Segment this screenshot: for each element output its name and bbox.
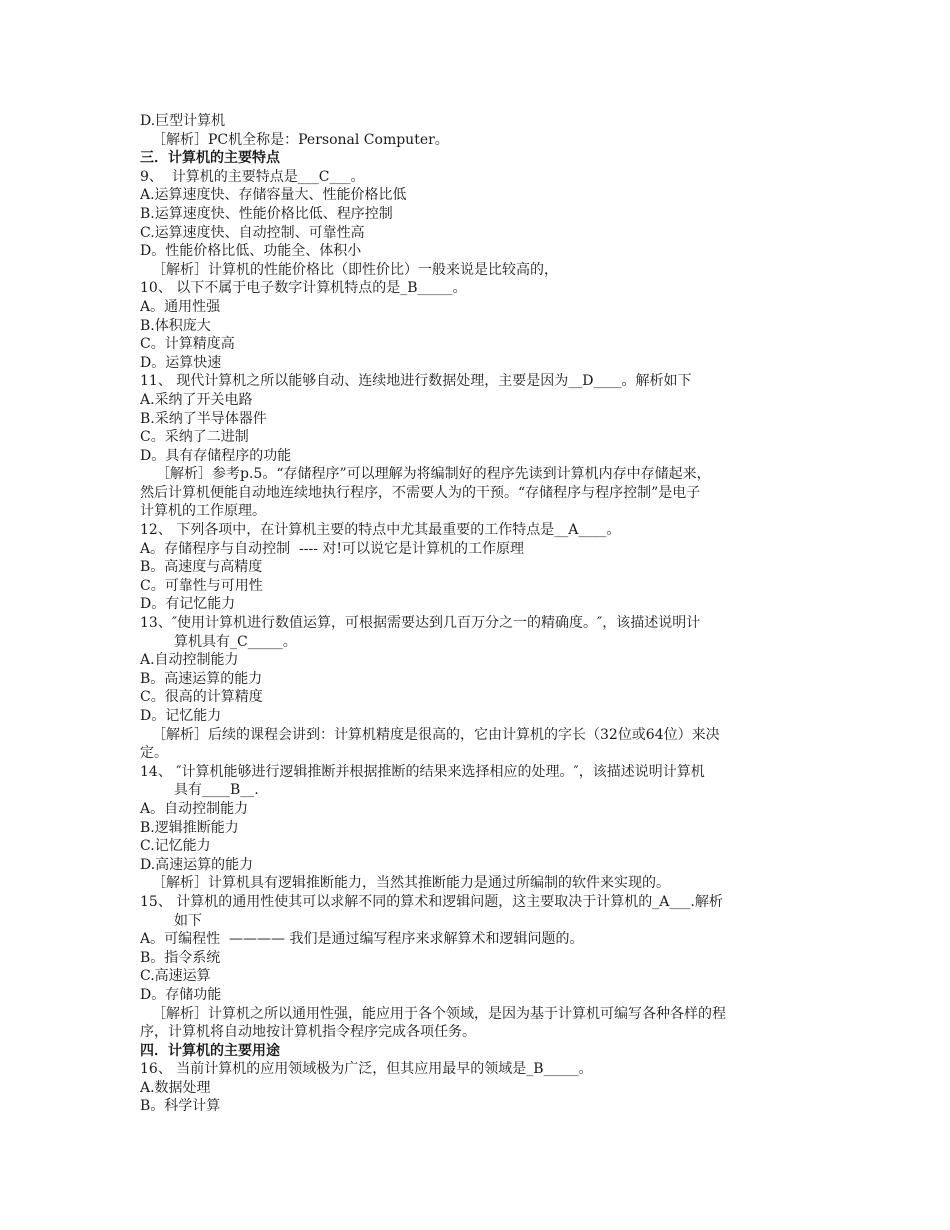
- answer-option: A.数据处理: [140, 1079, 211, 1096]
- answer-option: B.逻辑推断能力: [140, 819, 239, 836]
- answer-option: B.采纳了半导体器件: [140, 410, 267, 427]
- question-text: 12、 下列各项中，在计算机主要的特点中尤其最重要的工作特点是__A____。: [140, 522, 621, 539]
- question-text: 14、 ″计算机能够进行逻辑推断并根据推断的结果来选择相应的处理。″，该描述说明计算机: [140, 763, 705, 780]
- answer-option: A。自动控制能力: [140, 800, 249, 817]
- question-text: 15、 计算机的通用性使其可以求解不同的算术和逻辑问题，这主要取决于计算机的_A___.解析: [140, 893, 723, 910]
- explanation-text: ［解析］PC机全称是：Personal Computer。: [152, 131, 449, 148]
- explanation-text: ［解析］计算机的性能价格比（即性价比）一般来说是比较高的，: [152, 261, 558, 278]
- answer-option: A。可编程性 ———— 我们是通过编写程序来求解算术和逻辑问题的。: [140, 931, 584, 948]
- answer-option: D。具有存储程序的功能: [140, 447, 292, 464]
- section-heading: 四．计算机的主要用途: [140, 1042, 280, 1059]
- explanation-text: 然后计算机便能自动地连续地执行程序，不需要人为的干预。“存储程序与程序控制”是电子: [140, 484, 701, 501]
- question-text: 16、 当前计算机的应用领域极为广泛，但其应用最早的领域是_B_____。: [140, 1061, 593, 1078]
- question-text: 具有____B__.: [174, 782, 259, 799]
- section-heading: 三．计算机的主要特点: [140, 150, 280, 167]
- answer-option: C.高速运算: [140, 968, 211, 985]
- question-text: 如下: [174, 912, 202, 929]
- answer-option: B。高速运算的能力: [140, 670, 263, 687]
- explanation-text: ［解析］计算机之所以通用性强，能应用于各个领域，是因为基于计算机可编写各种各样的程: [152, 1005, 726, 1022]
- answer-option: A.采纳了开关电路: [140, 391, 253, 408]
- answer-option: A.运算速度快、存储容量大、性能价格比低: [140, 187, 407, 204]
- answer-option: D。记忆能力: [140, 708, 222, 724]
- explanation-text: 计算机的工作原理。: [140, 503, 266, 520]
- explanation-text: ［解析］后续的课程会讲到：计算机精度是很高的，它由计算机的字长（32位或64位）来决: [152, 726, 720, 743]
- answer-option: B。指令系统: [140, 949, 221, 966]
- explanation-text: 定。: [140, 745, 168, 762]
- question-text: 9、 计算机的主要特点是___C___。: [140, 168, 365, 185]
- answer-option: B.运算速度快、性能价格比低、程序控制: [140, 205, 393, 222]
- explanation-text: 序，计算机将自动地按计算机指令程序完成各项任务。: [140, 1024, 476, 1041]
- answer-option: D。性能价格比低、功能全、体积小: [140, 243, 362, 260]
- question-text: 10、 以下不属于电子数字计算机特点的是_B_____。: [140, 280, 467, 297]
- explanation-text: ［解析］计算机具有逻辑推断能力，当然其推断能力是通过所编制的软件来实现的。: [152, 875, 670, 892]
- answer-option: C.运算速度快、自动控制、可靠性高: [140, 224, 365, 241]
- answer-option: B。科学计算: [140, 1098, 221, 1115]
- question-text: 11、 现代计算机之所以能够自动、连续地进行数据处理，主要是因为__D____。解析如下: [140, 373, 692, 390]
- explanation-text: ［解析］参考p.5。“存储程序”可以理解为将编制好的程序先读到计算机内存中存储起来，: [156, 466, 711, 483]
- answer-option: D。运算快速: [140, 354, 222, 371]
- answer-option: D.高速运算的能力: [140, 856, 254, 873]
- answer-option: A。通用性强: [140, 298, 221, 315]
- answer-option: A。存储程序与自动控制 ---- 对!可以说它是计算机的工作原理: [140, 540, 525, 557]
- answer-option: D.巨型计算机: [140, 113, 226, 129]
- answer-option: B。高速度与高精度: [140, 559, 263, 576]
- answer-option: B.体积庞大: [140, 317, 211, 334]
- answer-option: D。存储功能: [140, 986, 222, 1003]
- answer-option: C。采纳了二进制: [140, 429, 249, 446]
- answer-option: C。可靠性与可用性: [140, 577, 263, 594]
- answer-option: C.记忆能力: [140, 838, 211, 855]
- question-text: 算机具有_C_____。: [174, 633, 297, 650]
- answer-option: C。很高的计算精度: [140, 689, 263, 706]
- document-page: [140, 112, 820, 1116]
- question-text: 13、″使用计算机进行数值运算，可根据需要达到几百万分之一的精确度。″，该描述说明计: [140, 615, 701, 632]
- answer-option: C。计算精度高: [140, 336, 235, 353]
- answer-option: A.自动控制能力: [140, 652, 239, 669]
- answer-option: D。有记忆能力: [140, 596, 236, 613]
